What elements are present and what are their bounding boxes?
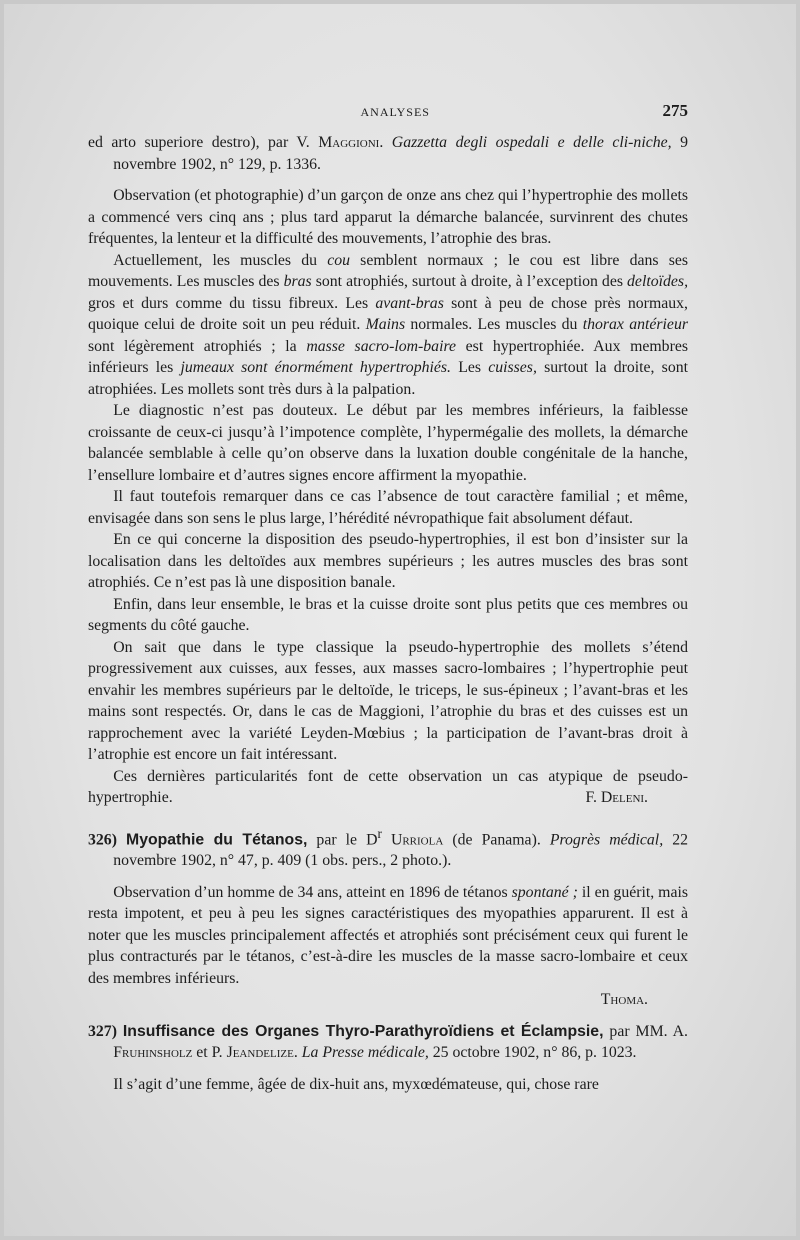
entry-326-body bbox=[88, 882, 688, 990]
paragraph-conclusion bbox=[88, 766, 688, 809]
paragraph-disposition: En ce qui concerne la disposition des pseudo-hypertrophies, il est bon d’insister sur la localisation dans les deltoïdes aux membres supérieurs ; les autres muscles des bras sont atrophiés. Ce n’est pas là une disposition banale. bbox=[88, 531, 688, 591]
text: Ces dernières particularités font de cette observation un cas atypique de pseudo-hypertrophie. bbox=[88, 767, 688, 806]
previous-reference bbox=[88, 132, 688, 175]
emphasis: masse sacro-lom-baire bbox=[306, 337, 457, 355]
emphasis: deltoïdes, bbox=[627, 273, 689, 290]
paragraph-muscles bbox=[88, 250, 688, 401]
entry-title: Insuffisance des Organes Thyro-Parathyroïdiens et Éclampsie, bbox=[122, 1022, 604, 1040]
entry-details: 25 octobre 1902, n° 86, p. 1023. bbox=[428, 1044, 637, 1062]
text: par MM. A. bbox=[603, 1022, 689, 1040]
emphasis: Mains bbox=[365, 316, 406, 333]
paragraph-type-classique: On sait que dans le type classique la pseudo-hypertrophie des mollets s’étend progressivement aux cuisses, aux fesses, aux masses sacro-lombaires ; l’hypertrophie peut envahir les membres supérieurs par le deltoïde, le triceps, le sus-épineux ; l’avant-bras et les mains sont respectés. Or, dans le cas de Maggioni, l’atrophie du bras et des cuisses est un rapprochement avec la variété Leyden-Mœbius ; la participation de l’avant-bras droit à l’atrophie est encore un fait intéressant. bbox=[88, 638, 688, 763]
entry-author: Jeandelize bbox=[226, 1044, 294, 1062]
text: sont atrophiés, surtout à droite, à l’exception des bbox=[311, 273, 628, 290]
entry-author: Fruhinsholz bbox=[113, 1044, 193, 1062]
page bbox=[4, 4, 796, 1236]
text: Actuellement, les muscles du bbox=[113, 251, 328, 269]
emphasis: avant-bras bbox=[375, 294, 444, 312]
text: et P. bbox=[192, 1044, 227, 1062]
text: Observation d’un homme de 34 ans, atteint en 1896 de tétanos bbox=[113, 883, 512, 901]
entry-327-body: Il s’agit d’une femme, âgée de dix-huit ans, myxœdémateuse, qui, chose rare bbox=[113, 1075, 599, 1093]
text: est hypertrophiée. Aux membres inférieurs les bbox=[88, 337, 688, 376]
text: . bbox=[293, 1044, 302, 1062]
signature-thoma: Thoma. bbox=[600, 991, 648, 1009]
ref-text: ed arto superiore destro), par V. bbox=[88, 134, 319, 151]
text: Les bbox=[451, 359, 489, 376]
text: surtout la droite, sont atrophiées. Les mollets sont très durs à la palpation. bbox=[88, 359, 689, 398]
entry-author: Urriola bbox=[381, 830, 444, 848]
text: par le D bbox=[307, 830, 378, 848]
text: sont à peu de chose près normaux, quoique celui de droite soit un peu réduit. bbox=[88, 294, 688, 333]
text: r bbox=[377, 825, 382, 841]
paragraph-familial: Il faut toutefois remarquer dans ce cas l’absence de tout caractère familial ; et même, envisagée dans son sens le plus large, l’hérédité névropathique fait absolument défaut. bbox=[88, 488, 688, 527]
text-block bbox=[88, 100, 688, 1095]
emphasis: bras bbox=[283, 273, 312, 290]
text: (de Panama). bbox=[443, 830, 550, 848]
emphasis: cuisses, bbox=[488, 359, 537, 376]
text: sont légèrement atrophiés ; la bbox=[88, 337, 307, 355]
signature-deleni: F. Deleni. bbox=[585, 789, 648, 806]
ref-details: 9 novembre 1902, n° 129, p. 1336. bbox=[113, 134, 688, 173]
page-number: 275 bbox=[662, 101, 688, 120]
paragraph-diagnostic: Le diagnostic n’est pas douteux. Le début par les membres inférieurs, la faiblesse croissante de ceux-ci jusqu’à l’impotence complète, l’hypermégalie des mollets, la démarche balancée semblable à celle qu’on observe dans la luxation double congénitale de la hanche, l’ensellure lombaire et d’autres signes encore affirment la myopathie. bbox=[88, 402, 688, 484]
ref-author: Maggioni bbox=[318, 134, 380, 151]
text: normales. Les muscles du bbox=[405, 316, 583, 333]
entry-title: Myopathie du Tétanos, bbox=[126, 830, 308, 848]
ref-text: . bbox=[379, 134, 392, 151]
ref-journal: niche, bbox=[633, 134, 672, 151]
text: semblent normaux ; le cou est libre dans ses mouvements. Les muscles des bbox=[88, 251, 689, 290]
running-title: ANALYSES bbox=[360, 105, 430, 119]
running-head bbox=[88, 100, 688, 128]
entry-journal: La Presse médicale, bbox=[301, 1044, 429, 1062]
ref-journal: Gazzetta degli ospedali e delle cli- bbox=[391, 134, 634, 151]
entry-details: 22 novembre 1902, n° 47, p. 409 (1 obs. pers., 2 photo.). bbox=[113, 830, 689, 870]
paragraph-enfin: Enfin, dans leur ensemble, le bras et la cuisse droite sont plus petits que ces membres ou segments du côté gauche. bbox=[88, 595, 688, 634]
entry-number: 326) bbox=[88, 830, 117, 848]
entry-number: 327) bbox=[88, 1022, 117, 1040]
entry-327-heading bbox=[88, 1021, 688, 1064]
emphasis: jumeaux sont énormément hypertrophiés. bbox=[180, 359, 452, 376]
text: gros et durs comme du tissu fibreux. Les bbox=[88, 294, 376, 312]
text: il en guérit, mais resta impotent, et peu à peu les signes caractéristiques des myopathies apparurent. Il est à noter que les muscles principalement affectés et atrophiés sont précisément ceux qui furent le plus contracturés par le tétanos, c’est-à-dire les muscles de la masse sacro-lombaire et ceux des membres inférieurs. bbox=[88, 883, 689, 987]
emphasis: spontané ; bbox=[511, 883, 578, 901]
emphasis: thorax antérieur bbox=[582, 316, 688, 333]
entry-journal: Progrès médical, bbox=[549, 830, 664, 848]
entry-326-heading bbox=[88, 823, 688, 872]
emphasis: cou bbox=[327, 251, 351, 269]
paragraph-observation: Observation (et photographie) d’un garçon de onze ans chez qui l’hypertrophie des mollets a commencé vers cinq ans ; plus tard apparut la démarche balancée, survinrent des chutes fréquentes, la lenteur et la difficulté des mouvements, l’atrophie des bras. bbox=[88, 187, 688, 247]
